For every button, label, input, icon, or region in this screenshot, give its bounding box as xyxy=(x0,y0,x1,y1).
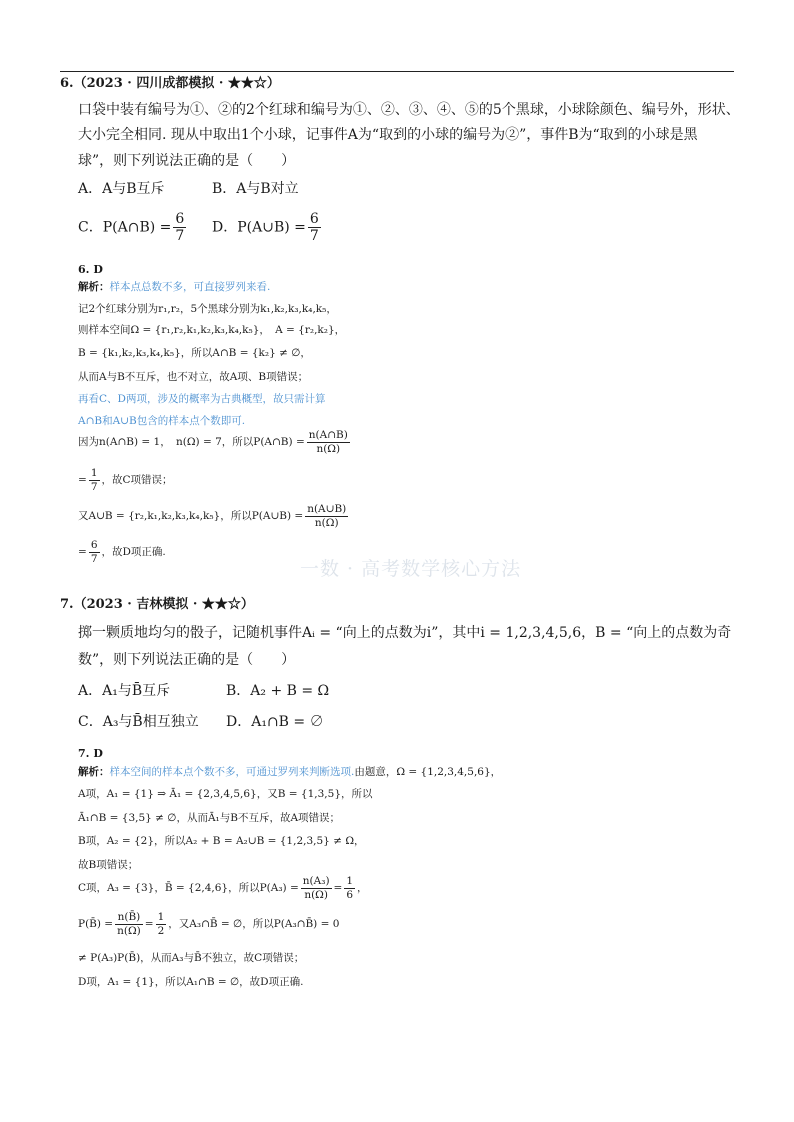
q7-stem-line-1: 掷一颗质地均匀的骰子，记随机事件Aᵢ = “向上的点数为i”，其中i = 1,2,3,4,5,6，B = “向上的点数为奇 xyxy=(78,625,732,641)
a7-line-2: A项，A₁ = {1} ⇒ Ā₁ = {2,3,4,5,6}，又B = {1,3,5}，所以 xyxy=(78,788,373,800)
q7-source: （2023 · 吉林模拟 · ★★☆） xyxy=(73,597,254,612)
a6-line-5: 从而A与B不互斥，也不对立，故A项、B项错误； xyxy=(78,371,309,383)
a6-line-4: B = {k₁,k₂,k₃,k₄,k₅}，所以A∩B = {k₂} ≠ ∅， xyxy=(78,347,311,359)
q6-option-c: C．P(A∩B) = $\frac{6}{7}$ xyxy=(78,211,185,244)
q7-option-d: D．A₁∩B = ∅ xyxy=(226,714,324,730)
a6-answer: 6. D xyxy=(78,263,103,276)
a7-line-3: Ā₁∩B = {3,5} ≠ ∅，从而Ā₁与B不互斥，故A项错误； xyxy=(78,812,341,824)
q6-header xyxy=(60,77,280,90)
a7-line-7: P(B̄) = $\frac{n(B̄)}{n(\Omega)}$ = $\frac{1}{2}$ ，又A₃∩B̄ = ∅，所以P(A₃∩B̄) = 0 xyxy=(78,911,340,937)
a6-line-3: 则样本空间Ω = {r₁,r₂,k₁,k₂,k₃,k₄,k₅}， A = {r₂,k₂}， xyxy=(78,324,346,336)
q7-option-a: A．A₁与B̄互斥 xyxy=(78,683,171,699)
a6-line-1: 解析：样本点总数不多，可直接罗列来看. xyxy=(78,281,271,293)
a6-line-11: = $\frac{6}{7}$ ，故D项正确. xyxy=(78,539,166,565)
q7-option-b: B．A₂ + B = Ω xyxy=(226,683,330,699)
q7-option-c: C．A₃与B̄相互独立 xyxy=(78,714,199,730)
top-rule xyxy=(60,71,734,72)
q6-option-c-fraction: $\frac{6}{7}$ xyxy=(175,211,185,244)
q6-option-d: D．P(A∪B) = $\frac{6}{7}$ xyxy=(212,211,319,244)
q6-source: （2023 · 四川成都模拟 · ★★☆） xyxy=(73,76,280,91)
a6-line-2: 记2个红球分别为r₁,r₂，5个黑球分别为k₁,k₂,k₃,k₄,k₅， xyxy=(78,303,337,315)
a7-answer: 7. D xyxy=(78,747,103,760)
a7-line-5: 故B项错误； xyxy=(78,859,139,871)
q7-header xyxy=(60,598,254,611)
a7-line-6: C项，A₃ = {3}，B̄ = {2,4,6}，所以P(A₃) = $\frac{\text{n(A₃)}}{n(\Omega)}$ = $\frac{1}{6}$ ， xyxy=(78,875,368,901)
a6-line-8: 因为n(A∩B) = 1， n(Ω) = 7，所以P(A∩B) = $\frac{n(A\cap B)}{n(\Omega)}$ xyxy=(78,429,348,455)
a7-line-8: ≠ P(A₃)P(B̄)，从而A₃与B̄不独立，故C项错误； xyxy=(78,952,305,964)
a6-line-10: 又A∪B = {r₂,k₁,k₂,k₃,k₄,k₅}，所以P(A∪B) = $\frac{n(A\cup B)}{n(\Omega)}$ xyxy=(78,503,347,529)
a7-note-1: 样本空间的样本点个数不多，可通过罗列来判断选项. xyxy=(109,766,355,778)
q7-number: 7. xyxy=(60,597,74,612)
a7-line-1: 解析：样本空间的样本点个数不多，可通过罗列来判断选项.由题意，Ω = {1,2,3,4,5,6}， xyxy=(78,766,502,778)
q6-stem-line-2: 大小完全相同. 现从中取出1个小球，记事件A为“取到的小球的编号为②”，事件B为“取到的小球是黑 xyxy=(78,127,698,143)
a6-note-3: A∩B和A∪B包含的样本点个数即可. xyxy=(78,415,246,427)
q6-stem-line-1: 口袋中装有编号为①、②的2个红球和编号为①、②、③、④、⑤的5个黑球，小球除颜色、编号外，形状、 xyxy=(78,102,740,118)
q6-option-d-fraction: $\frac{6}{7}$ xyxy=(309,211,319,244)
watermark: 一数 · 高考数学核心方法 xyxy=(300,558,522,580)
q6-stem-line-3: 球”，则下列说法正确的是（ ） xyxy=(78,153,296,169)
a6-line-9: = $\frac{1}{7}$ ，故C项错误； xyxy=(78,467,173,493)
q6-option-a: A．A与B互斥 xyxy=(78,181,165,197)
a6-note-2: 再看C、D两项，涉及的概率为古典概型，故只需计算 xyxy=(78,393,326,405)
q7-stem-line-2: 数”，则下列说法正确的是（ ） xyxy=(78,652,296,668)
a6-note-1: 样本点总数不多，可直接罗列来看. xyxy=(109,281,271,293)
a7-line-9: D项，A₁ = {1}，所以A₁∩B = ∅，故D项正确. xyxy=(78,976,304,988)
a7-line-4: B项，A₂ = {2}，所以A₂ + B = A₂∪B = {1,2,3,5} ≠ Ω， xyxy=(78,835,365,847)
q6-option-b: B．A与B对立 xyxy=(212,181,299,197)
q6-number: 6. xyxy=(60,76,74,91)
